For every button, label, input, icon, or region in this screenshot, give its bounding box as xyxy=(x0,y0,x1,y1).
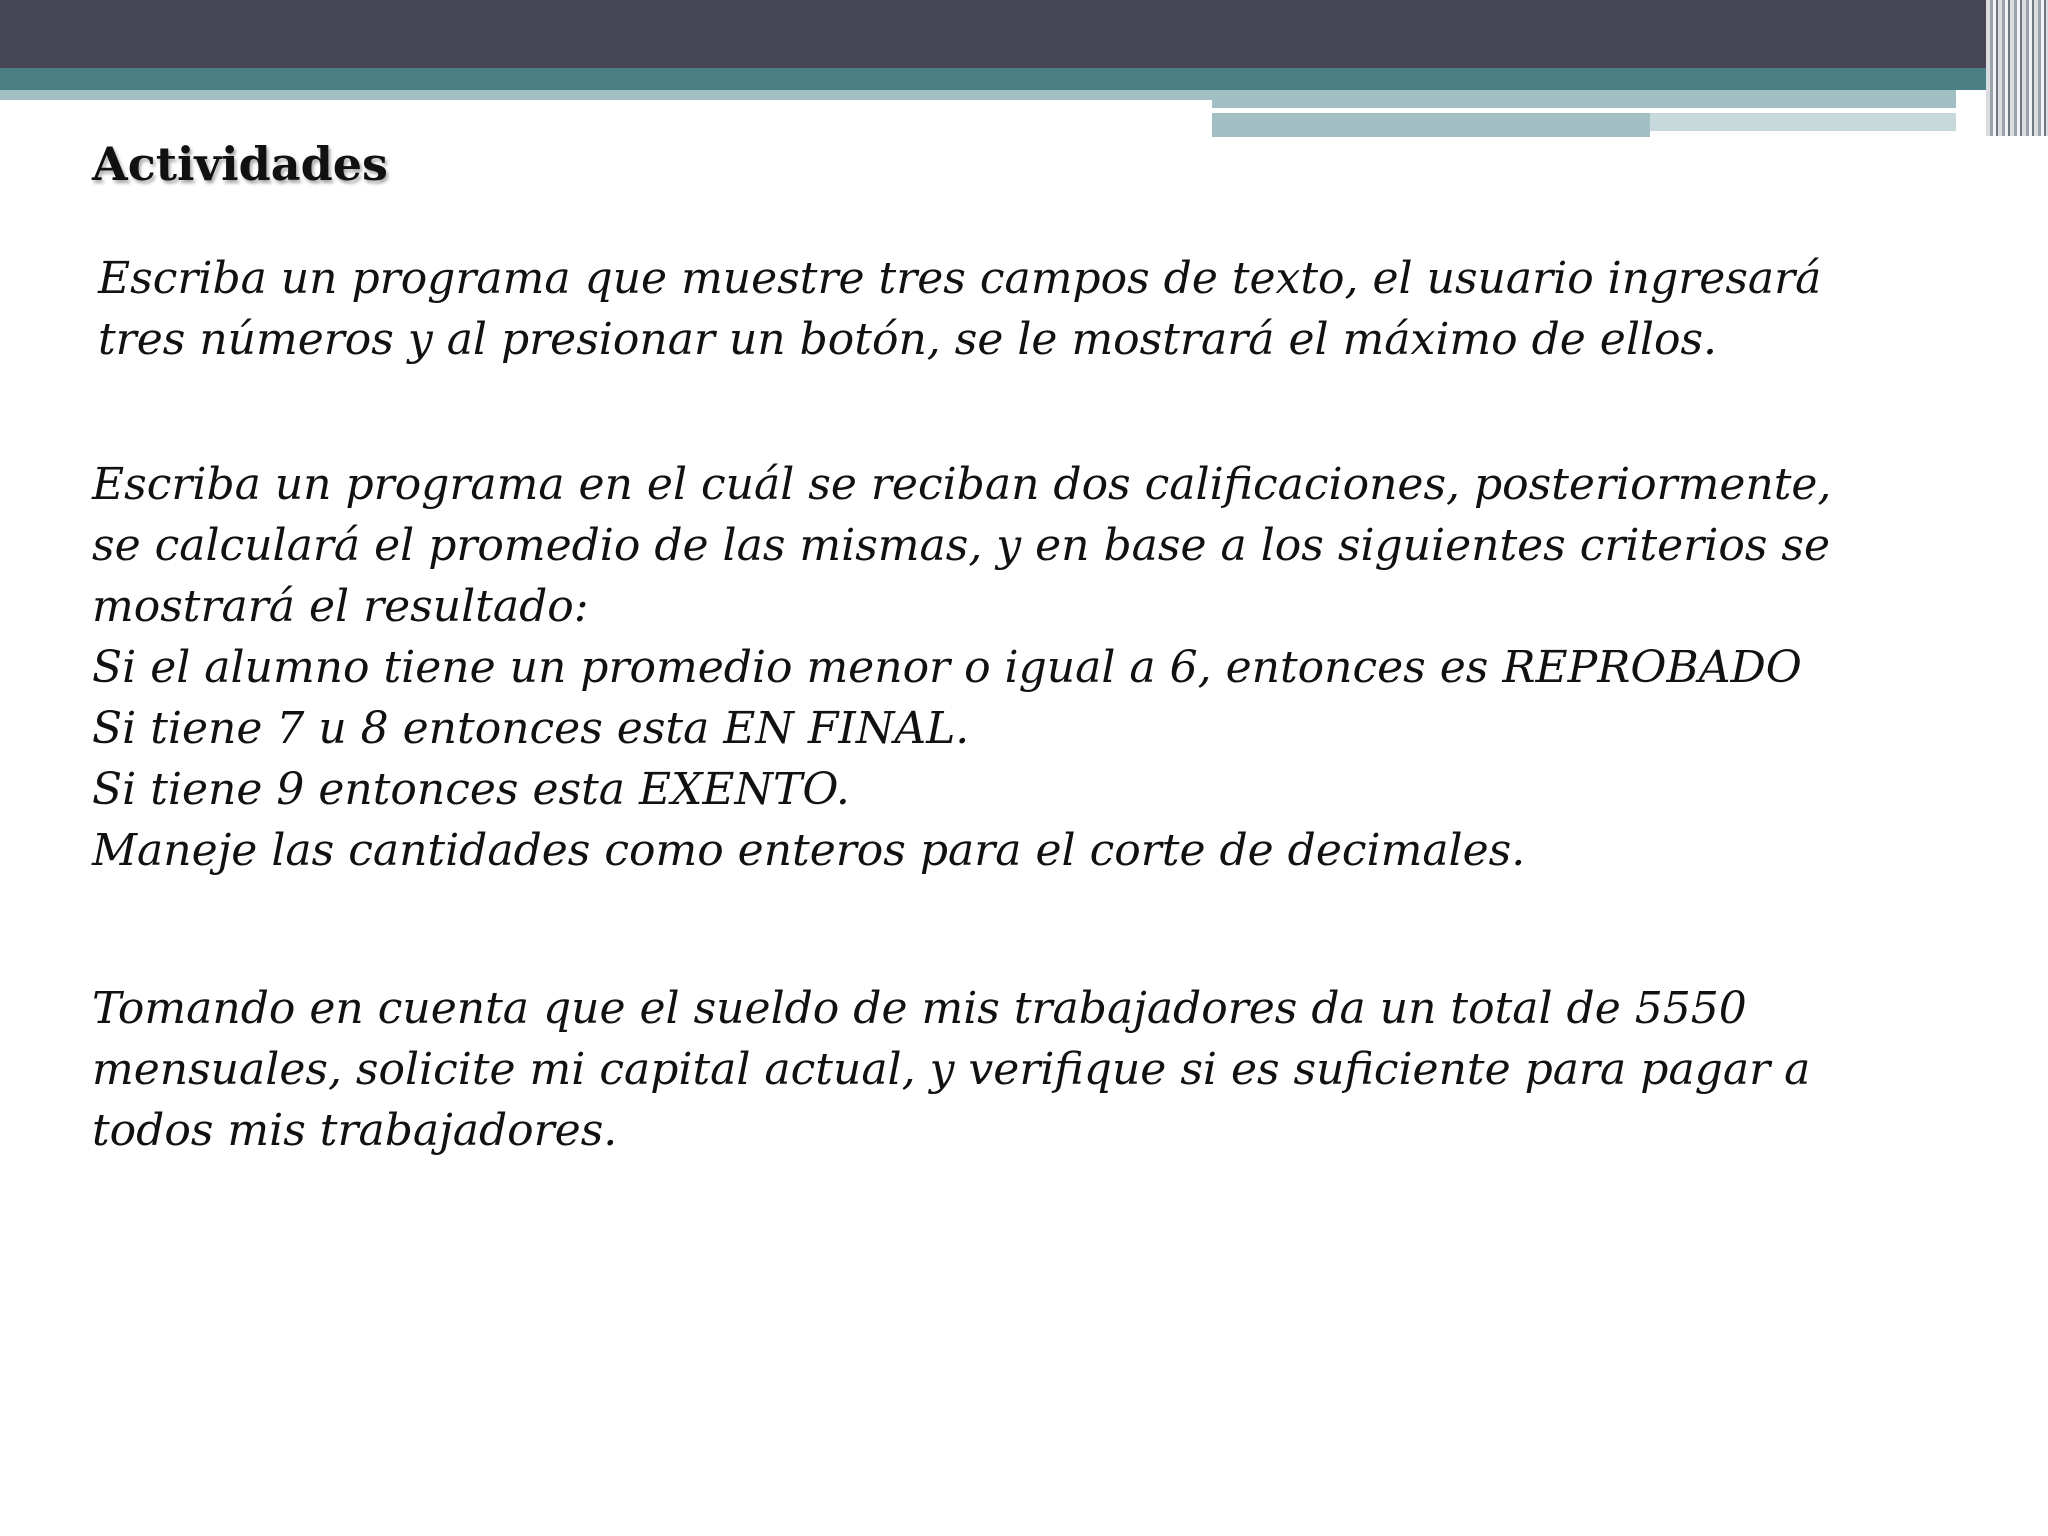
paragraph-line: tres números y al presionar un botón, se le mostrará el máximo de ellos. xyxy=(98,314,1718,365)
header-accent-bar-lower xyxy=(1212,113,1650,137)
activity-paragraph-1 xyxy=(98,248,1998,370)
paragraph-line: Tomando en cuenta que el sueldo de mis trabajadores da un total de 5550 xyxy=(92,983,1747,1034)
paragraph-line: Si tiene 9 entonces esta EXENTO. xyxy=(92,764,850,815)
paragraph-line: mostrará el resultado: xyxy=(92,581,589,632)
activity-paragraph-3 xyxy=(92,978,1992,1161)
header-teal-bar xyxy=(0,68,2048,90)
header-accent-bar xyxy=(1212,90,1956,108)
paragraph-line: Escriba un programa en el cuál se reciban dos calificaciones, posteriormente, xyxy=(92,459,1832,510)
header-accent-bar-light xyxy=(1650,113,1956,131)
header-light-bar xyxy=(0,90,1212,100)
paragraph-line: Si el alumno tiene un promedio menor o igual a 6, entonces es REPROBADO xyxy=(92,642,1802,693)
paragraph-line: mensuales, solicite mi capital actual, y verifique si es suficiente para pagar a xyxy=(92,1044,1811,1095)
paragraph-line: Maneje las cantidades como enteros para el corte de decimales. xyxy=(92,825,1526,876)
slide-title: Actividades xyxy=(92,137,388,191)
header-dark-bar xyxy=(0,0,2048,68)
corner-stripes-decoration xyxy=(1986,0,2048,136)
activity-paragraph-2 xyxy=(92,454,1992,881)
paragraph-line: Si tiene 7 u 8 entonces esta EN FINAL. xyxy=(92,703,970,754)
paragraph-line: Escriba un programa que muestre tres campos de texto, el usuario ingresará xyxy=(98,253,1822,304)
paragraph-line: todos mis trabajadores. xyxy=(92,1105,618,1156)
paragraph-line: se calculará el promedio de las mismas, y en base a los siguientes criterios se xyxy=(92,520,1830,571)
